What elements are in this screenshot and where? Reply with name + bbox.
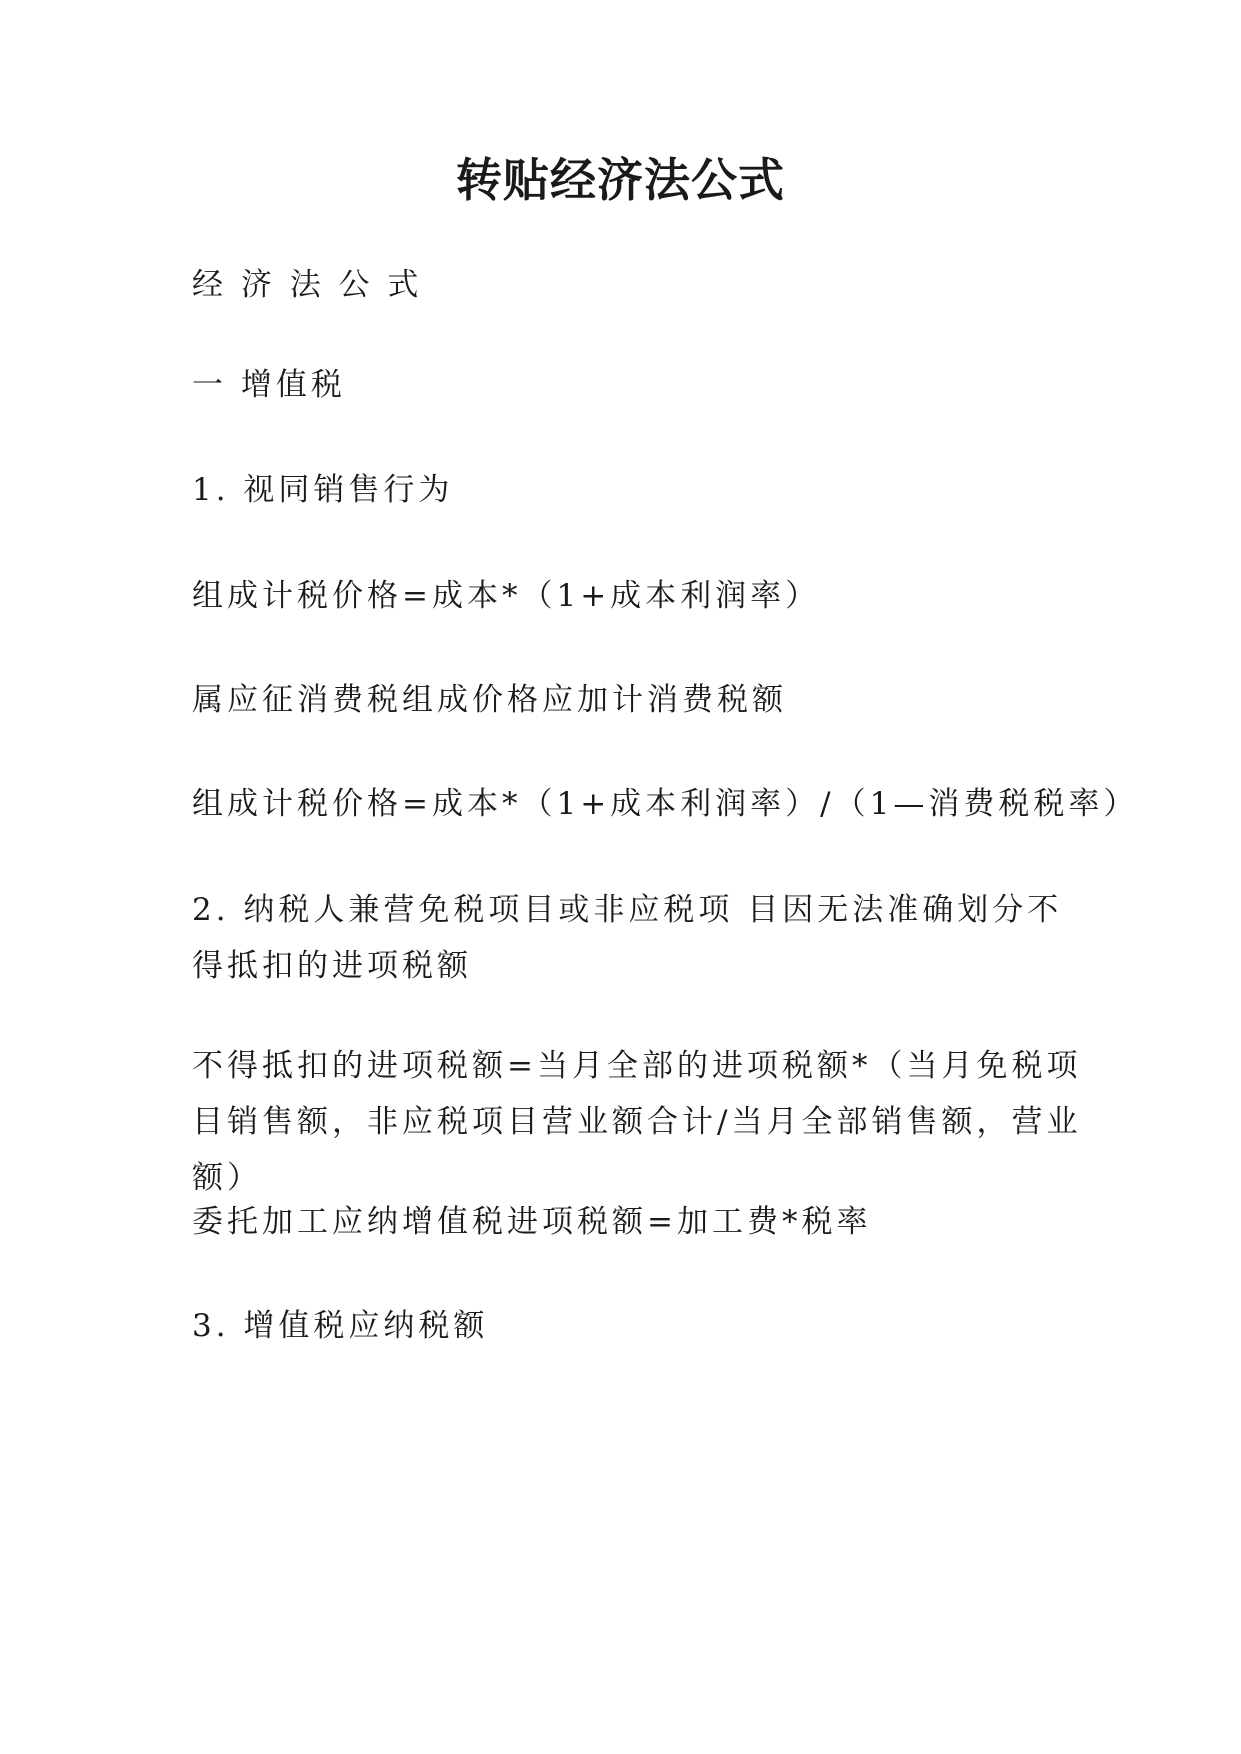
formula-line: 组成计税价格=成本*（1+成本利润率） (192, 578, 821, 614)
subsection-deemed-sales: 1. 视同销售行为 (192, 472, 454, 508)
formula-line: 委托加工应纳增值税进项税额=加工费*税率 (192, 1204, 872, 1240)
subsection-non-deductible: 2. 纳税人兼营免税项目或非应税项 目因无法准确划分不得抵扣的进项税额 (192, 892, 1063, 984)
text-line: 属应征消费税组成价格应加计消费税额 (192, 682, 787, 718)
section-heading-vat: 一 增值税 (192, 367, 346, 403)
section-heading: 经 济 法 公 式 (192, 267, 423, 303)
document-title: 转贴经济法公式 (456, 153, 785, 207)
formula-line: 不得抵扣的进项税额=当月全部的进项税额*（当月免税项目销售额，非应税项目营业额合计/当月全部销售额，营业额） (192, 1048, 1082, 1196)
subsection-vat-payable: 3. 增值税应纳税额 (192, 1308, 489, 1344)
formula-line: 组成计税价格=成本*（1+成本利润率）/（1—消费税税率） (192, 786, 1139, 822)
